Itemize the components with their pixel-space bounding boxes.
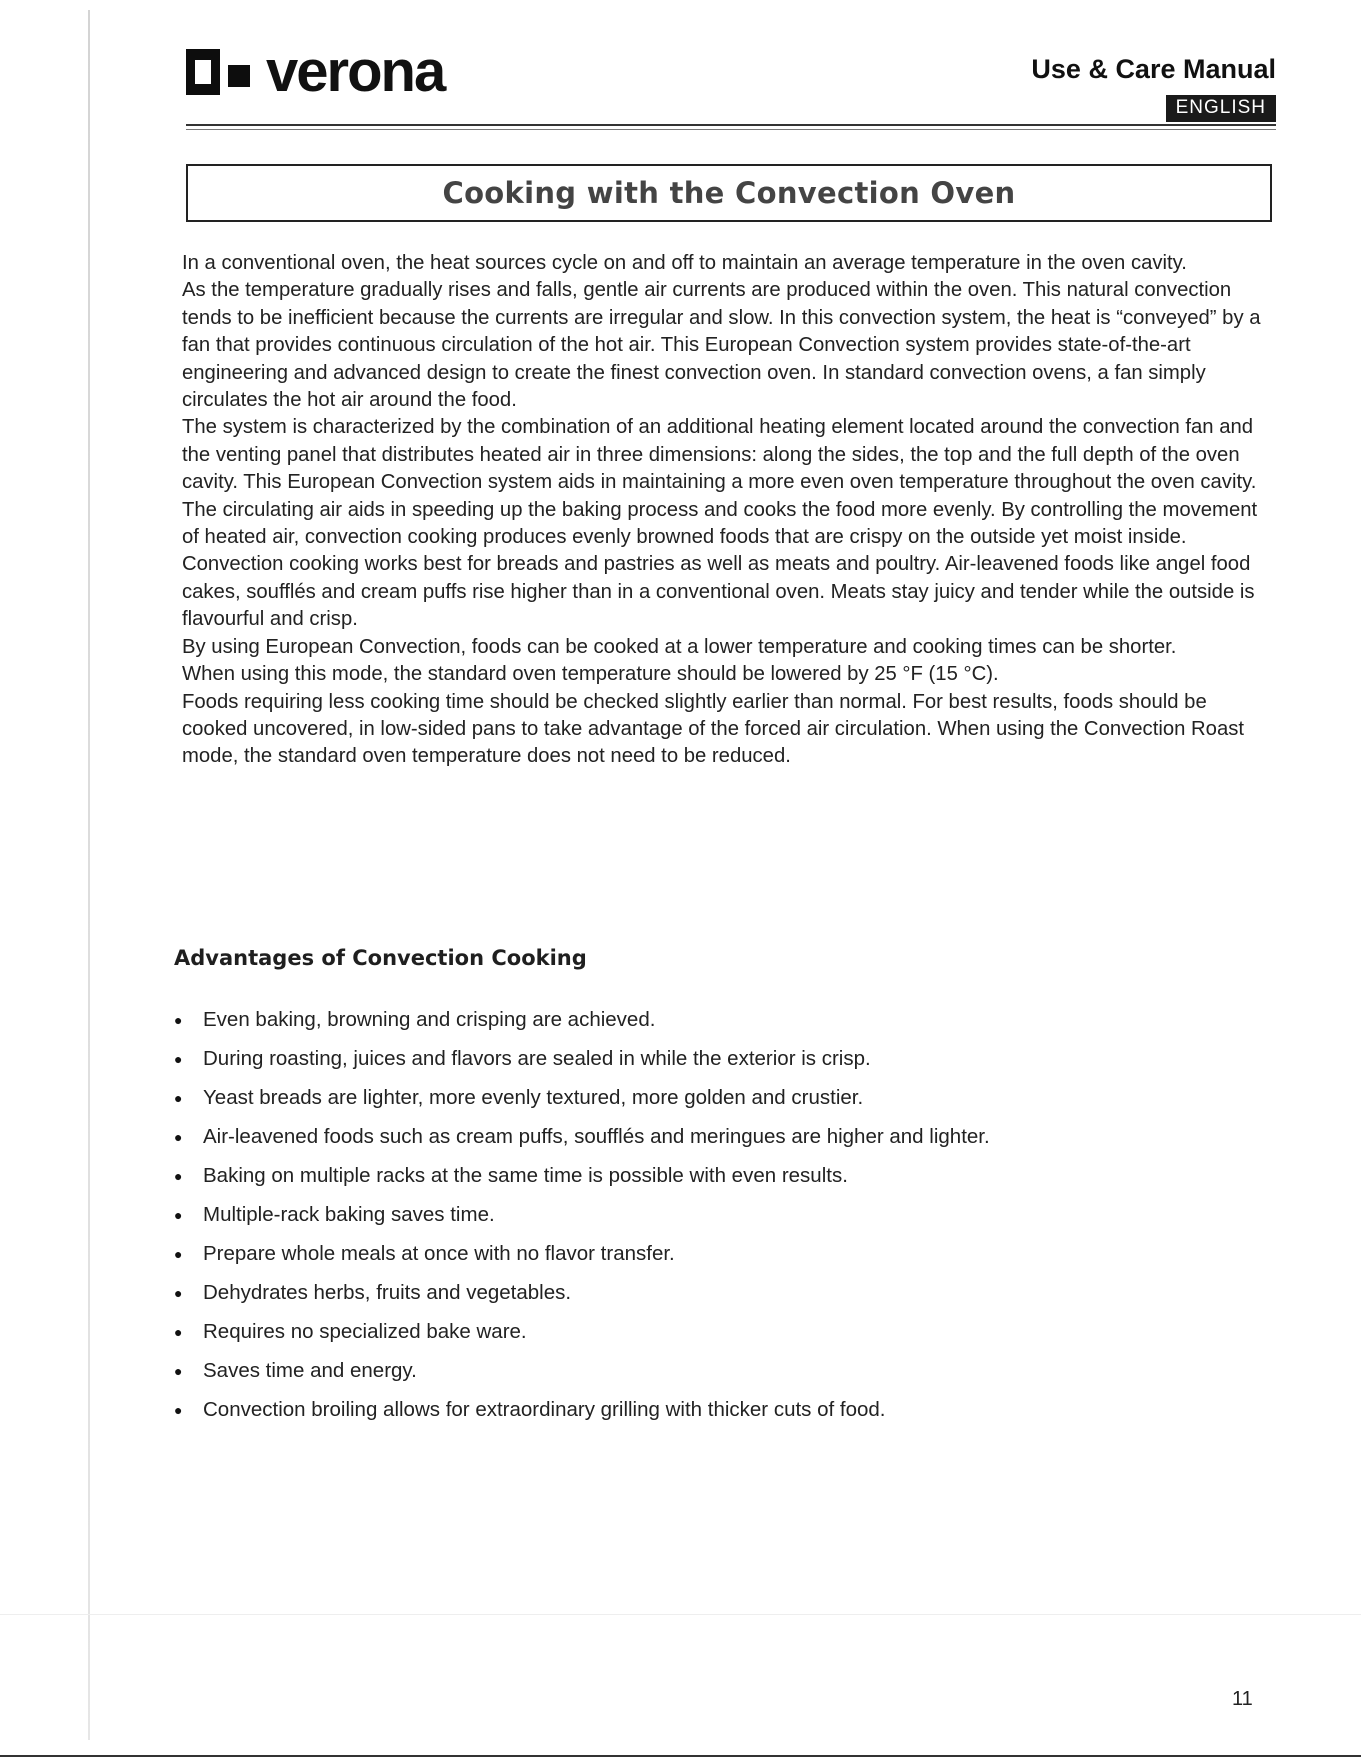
section-title-box bbox=[186, 164, 1272, 222]
list-item-text: Convection broiling allows for extraordinary grilling with thicker cuts of food. bbox=[203, 1397, 886, 1421]
brand-name: verona bbox=[266, 39, 445, 104]
logo-mark-icon bbox=[186, 49, 250, 95]
list-item bbox=[174, 1195, 990, 1234]
header-right bbox=[1031, 56, 1276, 122]
bullet-icon: ● bbox=[174, 1011, 183, 1028]
list-item bbox=[174, 1312, 990, 1351]
list-item-text: Prepare whole meals at once with no flavor transfer. bbox=[203, 1241, 675, 1265]
list-item-text: Even baking, browning and crisping are achieved. bbox=[203, 1007, 656, 1031]
list-item-text: Dehydrates herbs, fruits and vegetables. bbox=[203, 1280, 572, 1304]
language-badge: ENGLISH bbox=[1166, 95, 1276, 122]
logo-square-solid-icon bbox=[228, 65, 250, 87]
paragraph: As the temperature gradually rises and falls, gentle air currents are produced within the oven. This natural convection tends to be inefficient because the currents are irregular and slow. In this convection system, the heat is “conveyed” by a fan that provides continuous circulation of the hot air. This European Convection system provides state-of-the-art engineering and advanced design to create the finest convection oven. In standard convection ovens, a fan simply circulates the hot air around the food. bbox=[182, 279, 1261, 412]
scan-edge-shadow bbox=[88, 10, 90, 1740]
list-item bbox=[174, 1078, 990, 1117]
brand-logo bbox=[186, 39, 445, 104]
bullet-icon: ● bbox=[174, 1323, 183, 1340]
bullet-icon: ● bbox=[174, 1362, 183, 1379]
list-item bbox=[174, 1351, 990, 1390]
header-rule-thin bbox=[186, 129, 1276, 130]
bullet-icon: ● bbox=[174, 1167, 183, 1184]
scan-artifact-line bbox=[0, 1614, 1361, 1615]
paragraph: By using European Convection, foods can be cooked at a lower temperature and cooking times can be shorter. bbox=[182, 635, 1177, 658]
list-item-text: During roasting, juices and flavors are sealed in while the exterior is crisp. bbox=[203, 1046, 871, 1070]
list-item-text: Saves time and energy. bbox=[203, 1358, 417, 1382]
body-text bbox=[182, 250, 1267, 771]
bullet-icon: ● bbox=[174, 1401, 183, 1418]
list-item-text: Air-leavened foods such as cream puffs, soufflés and meringues are higher and lighter. bbox=[203, 1124, 990, 1148]
bullet-icon: ● bbox=[174, 1284, 183, 1301]
list-item bbox=[174, 1156, 990, 1195]
bullet-icon: ● bbox=[174, 1128, 183, 1145]
header-rule bbox=[186, 124, 1276, 126]
paragraph: In a conventional oven, the heat sources cycle on and off to maintain an average temperature in the oven cavity. bbox=[182, 252, 1187, 274]
manual-title: Use & Care Manual bbox=[1031, 54, 1276, 84]
bullet-icon: ● bbox=[174, 1206, 183, 1223]
list-item bbox=[174, 1390, 990, 1429]
page-bottom-edge bbox=[0, 1755, 1361, 1757]
advantages-heading: Advantages of Convection Cooking bbox=[174, 946, 587, 970]
list-item bbox=[174, 1273, 990, 1312]
list-item-text: Multiple-rack baking saves time. bbox=[203, 1202, 495, 1226]
list-item-text: Baking on multiple racks at the same time is possible with even results. bbox=[203, 1163, 848, 1187]
page-number: 11 bbox=[1232, 1688, 1253, 1710]
section-title: Cooking with the Convection Oven bbox=[442, 176, 1016, 210]
advantages-list bbox=[174, 1000, 990, 1429]
list-item bbox=[174, 1000, 990, 1039]
paragraph: The system is characterized by the combination of an additional heating element located around the convection fan and the venting panel that distributes heated air in three dimensions: along the sides, the top and the full depth of the oven cavity. This European Convection system aids in maintaining a more even oven temperature throughout the oven cavity. bbox=[182, 416, 1257, 494]
list-item bbox=[174, 1117, 990, 1156]
bullet-icon: ● bbox=[174, 1050, 183, 1067]
bullet-icon: ● bbox=[174, 1245, 183, 1262]
list-item bbox=[174, 1039, 990, 1078]
paragraph: The circulating air aids in speeding up the baking process and cooks the food more evenly. By controlling the movement of heated air, convection cooking produces evenly browned foods that are crispy on the outside yet moist inside. Convection cooking works best for breads and pastries as well as meats and poultry. Air-leavened foods like angel food cakes, soufflés and cream puffs rise higher than in a conventional oven. Meats stay juicy and tender while the outside is flavourful and crisp. bbox=[182, 498, 1258, 631]
list-item-text: Yeast breads are lighter, more evenly textured, more golden and crustier. bbox=[203, 1085, 864, 1109]
list-item-text: Requires no specialized bake ware. bbox=[203, 1319, 527, 1343]
paragraph: Foods requiring less cooking time should be checked slightly earlier than normal. For best results, foods should be cooked uncovered, in low-sided pans to take advantage of the forced air circulation. When using the Convection Roast mode, the standard oven temperature does not need to be reduced. bbox=[182, 690, 1245, 768]
logo-square-outline-icon bbox=[186, 49, 220, 95]
paragraph: When using this mode, the standard oven temperature should be lowered by 25 °F (15 °C). bbox=[182, 663, 999, 686]
bullet-icon: ● bbox=[174, 1089, 183, 1106]
list-item bbox=[174, 1234, 990, 1273]
